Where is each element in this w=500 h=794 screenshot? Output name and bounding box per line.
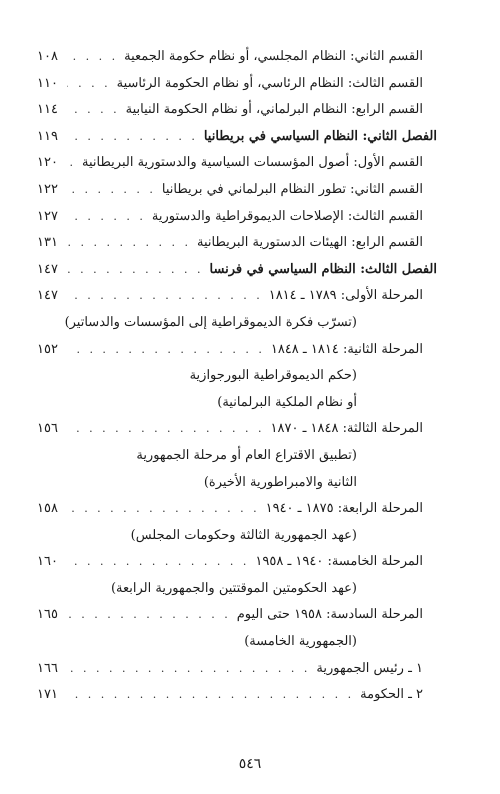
toc-entry-page-number: ١٥٦ xyxy=(37,421,58,437)
toc-entry-label: (حكم الديموقراطية البورجوازية xyxy=(189,368,357,384)
toc-entry-page-number: ١٠٨ xyxy=(37,49,58,64)
toc-entry xyxy=(37,124,437,151)
toc-entry-page-number: ١٦٦ xyxy=(37,660,58,676)
dot-leader xyxy=(67,177,156,204)
toc-entry-label: (عهد الجمهورية الثالثة وحكومات المجلس) xyxy=(130,527,357,543)
toc-entry xyxy=(37,523,437,550)
toc-entry xyxy=(37,177,437,204)
dot-leader xyxy=(67,337,265,364)
toc-entry-label: أو نظام الملكية البرلمانية) xyxy=(217,394,357,410)
table-of-contents xyxy=(37,44,437,709)
toc-entry-page-number: ١٦٥ xyxy=(37,607,58,623)
toc-entry-label: القسم الأول: أصول المؤسسات السياسية والدستورية البريطانية xyxy=(82,155,423,171)
toc-entry-label: القسم الثالث: النظام الرئاسي، أو نظام الحكومة الرئاسية xyxy=(116,75,423,91)
toc-entry xyxy=(37,44,437,71)
toc-entry xyxy=(37,656,437,683)
toc-entry-label: ٢ ـ الحكومة xyxy=(360,687,423,703)
toc-entry-label: المرحلة الأولى: ١٧٨٩ ـ ١٨١٤ xyxy=(268,288,423,304)
toc-entry xyxy=(37,257,437,284)
toc-entry xyxy=(37,470,437,497)
toc-entry xyxy=(37,71,437,98)
dot-leader xyxy=(67,124,198,151)
toc-entry-page-number: ١٧١ xyxy=(37,687,58,703)
toc-entry xyxy=(37,682,437,709)
toc-entry-page-number: ١٣١ xyxy=(37,235,58,251)
toc-entry xyxy=(37,629,437,656)
toc-entry-label: القسم الثاني: النظام المجلسي، أو نظام حكومة الجمعية xyxy=(124,49,423,64)
dot-leader xyxy=(67,682,354,709)
toc-entry-label: (تطبيق الاقتراع العام أو مرحلة الجمهورية xyxy=(136,447,357,463)
toc-entry-label: القسم الثالث: الإصلاحات الديموقراطية والدستورية xyxy=(151,208,423,224)
toc-entry-label: القسم الثاني: تطور النظام البرلماني في بريطانيا xyxy=(161,181,423,197)
page-number-footer: ٥٤٦ xyxy=(238,756,262,772)
toc-entry xyxy=(37,549,437,576)
toc-entry-label: المرحلة الرابعة: ١٨٧٥ ـ ١٩٤٠ xyxy=(265,501,423,517)
toc-entry-page-number: ١١٠ xyxy=(37,75,58,91)
toc-entry-page-number: ١٤٧ xyxy=(37,288,58,304)
dot-leader xyxy=(67,71,111,98)
toc-entry-label: المرحلة الثالثة: ١٨٤٨ ـ ١٨٧٠ xyxy=(270,421,423,437)
toc-entry xyxy=(37,443,437,470)
toc-entry-page-number: ١٥٢ xyxy=(37,341,58,357)
toc-entry-label: (الجمهورية الخامسة) xyxy=(244,634,357,650)
dot-leader xyxy=(67,416,265,443)
dot-leader xyxy=(67,97,120,124)
dot-leader xyxy=(67,230,191,257)
dot-leader xyxy=(67,496,260,523)
dot-leader xyxy=(67,602,231,629)
dot-leader xyxy=(67,150,76,177)
toc-entry-label: (عهد الحكومتين الموقتتين والجمهورية الرابعة) xyxy=(110,580,357,596)
toc-entry xyxy=(37,283,437,310)
toc-entry xyxy=(37,150,437,177)
toc-entry-page-number: ١٢٠ xyxy=(37,155,58,171)
dot-leader xyxy=(67,257,204,284)
toc-entry-label: المرحلة الخامسة: ١٩٤٠ ـ ١٩٥٨ xyxy=(255,554,423,570)
toc-entry xyxy=(37,602,437,629)
dot-leader xyxy=(67,204,146,231)
toc-entry-label: القسم الرابع: الهيئات الدستورية البريطانية xyxy=(196,235,423,251)
toc-entry-page-number: ١٥٨ xyxy=(37,501,58,517)
toc-entry xyxy=(37,230,437,257)
toc-entry-page-number: ١٦٠ xyxy=(37,554,58,570)
toc-entry-page-number: ١٢٧ xyxy=(37,208,58,224)
toc-entry xyxy=(37,337,437,364)
toc-entry-page-number: ١١٩ xyxy=(37,128,58,144)
toc-entry xyxy=(37,390,437,417)
toc-entry xyxy=(37,310,437,337)
toc-entry-page-number: ١١٤ xyxy=(37,102,58,118)
dot-leader xyxy=(67,283,263,310)
toc-entry-label: المرحلة السادسة: ١٩٥٨ حتى اليوم xyxy=(236,607,423,623)
toc-entry xyxy=(37,576,437,603)
toc-entry-label: (تسرّب فكرة الديموقراطية إلى المؤسسات والدساتير) xyxy=(64,314,357,330)
toc-entry xyxy=(37,416,437,443)
toc-entry-page-number: ١٢٢ xyxy=(37,181,58,197)
dot-leader xyxy=(67,44,118,71)
toc-entry-label: القسم الرابع: النظام البرلماني، أو نظام الحكومة النيابية xyxy=(125,102,423,118)
toc-entry-label: الثانية والامبراطورية الأخيرة) xyxy=(203,474,357,490)
toc-entry-label: المرحلة الثانية: ١٨١٤ ـ ١٨٤٨ xyxy=(270,341,423,357)
toc-entry-page-number: ١٤٧ xyxy=(37,261,58,277)
toc-entry-label: الفصل الثاني: النظام السياسي في بريطانيا xyxy=(203,128,437,144)
toc-entry xyxy=(37,496,437,523)
toc-entry xyxy=(37,204,437,231)
toc-entry-label: ١ ـ رئيس الجمهورية xyxy=(316,660,423,676)
toc-entry-label: الفصل الثالث: النظام السياسي في فرنسا xyxy=(209,261,437,277)
toc-entry xyxy=(37,363,437,390)
dot-leader xyxy=(67,656,310,683)
toc-entry xyxy=(37,97,437,124)
dot-leader xyxy=(67,549,249,576)
